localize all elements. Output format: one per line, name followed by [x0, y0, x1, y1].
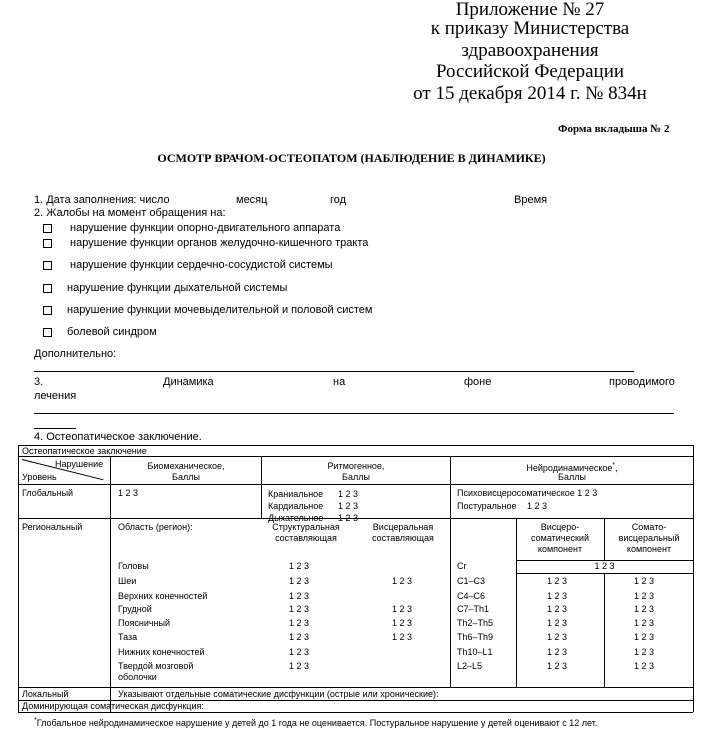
visc-header-2: составляющая — [372, 533, 434, 543]
vs-score: 1 2 3 — [547, 604, 568, 614]
page-title: ОСМОТР ВРАЧОМ-ОСТЕОПАТОМ (НАБЛЮДЕНИЕ В ДИНАМИКЕ) — [157, 151, 546, 165]
segment-label: L2–L5 — [457, 661, 483, 671]
neuro-postural: Постуральное — [457, 501, 517, 511]
area-name: Шеи — [118, 576, 137, 586]
neuro-postural-score: 1 2 3 — [527, 501, 548, 511]
sv-score: 1 2 3 — [634, 604, 655, 614]
struct-header: Структуральная — [272, 522, 340, 532]
checkbox[interactable] — [43, 306, 52, 315]
complaint-item: нарушение функции сердечно-сосудистой системы — [70, 259, 333, 271]
area-name: Верхних конечностей — [118, 591, 208, 601]
segment-label: C1–C3 — [457, 576, 486, 586]
visc-score: 1 2 3 — [392, 632, 413, 642]
corner-top: Нарушение — [55, 459, 104, 469]
header-line-3: здравоохранения — [461, 40, 599, 61]
rhythm-cardiac: Кардиальное — [268, 501, 324, 511]
struct-header-2: составляющая — [275, 533, 337, 543]
segment-label: C4–C6 — [457, 591, 486, 601]
area-name: Твердой мозговой — [118, 661, 194, 671]
time-label: Время — [514, 194, 548, 206]
struct-score: 1 2 3 — [289, 647, 310, 657]
local-label: Локальный — [22, 689, 69, 699]
col-bio-2: Баллы — [172, 472, 200, 482]
area-name: Головы — [118, 561, 149, 571]
visc-score: 1 2 3 — [392, 604, 413, 614]
area-name: Таза — [118, 632, 138, 642]
sv-header-2: висцеральный — [618, 533, 680, 543]
sv-header-3: компонент — [626, 544, 672, 554]
footnote: *Глобальное нейродинамическое нарушение у детей до 1 года не оценивается. Постуральное нарушение у детей оценивают с 12 лет. — [34, 717, 598, 728]
visc-header: Висцеральная — [372, 522, 434, 532]
col-neuro: Нейродинамическое*, — [526, 462, 618, 473]
complaints-label: 2. Жалобы на момент обращения на: — [34, 207, 226, 219]
dynamics-w5: проводимого — [609, 376, 675, 388]
additional-line[interactable] — [34, 371, 634, 372]
col-neuro-2: Баллы — [558, 472, 586, 482]
dynamics-w4: фоне — [464, 376, 492, 388]
segment-label: Th6–Th9 — [457, 632, 494, 642]
dynamics-w1: 3. — [34, 376, 44, 388]
year-label: год — [330, 194, 347, 206]
conclusion-label: 4. Остеопатическое заключение. — [34, 431, 202, 443]
sv-score: 1 2 3 — [634, 576, 655, 586]
visc-score: 1 2 3 — [392, 576, 413, 586]
vs-header: Висцеро- — [540, 522, 580, 532]
segment-label: Th2–Th5 — [457, 618, 494, 628]
area-name: Нижних конечностей — [118, 647, 205, 657]
struct-score: 1 2 3 — [289, 561, 310, 571]
header-line-2: к приказу Министерства — [430, 18, 630, 39]
checkbox[interactable] — [43, 328, 52, 337]
checkbox[interactable] — [43, 224, 52, 233]
struct-score: 1 2 3 — [289, 618, 310, 628]
dynamics-w6: лечения — [34, 390, 77, 402]
rhythm-respiratory-score: 1 2 3 — [338, 513, 359, 523]
sv-score: 1 2 3 — [634, 632, 655, 642]
month-label: месяц — [236, 194, 268, 206]
area-name-cont: оболочки — [118, 672, 157, 682]
regional-label: Региональный — [22, 522, 83, 532]
complaint-item: нарушение функции дыхательной системы — [67, 282, 288, 294]
vs-header-3: компонент — [537, 544, 583, 554]
vs-score: 1 2 3 — [547, 618, 568, 628]
checkbox[interactable] — [43, 239, 52, 248]
rhythm-respiratory: Дыхательное — [268, 513, 324, 523]
vs-score: 1 2 3 — [547, 661, 568, 671]
header-line-1: Приложение № 27 — [455, 0, 605, 20]
date-label: 1. Дата заполнения: число — [34, 194, 170, 206]
header-line-5: от 15 декабря 2014 г. № 834н — [413, 83, 647, 104]
dynamics-w2: Динамика — [163, 376, 214, 388]
cr-score: 1 2 3 — [594, 561, 615, 571]
complaint-item: нарушение функции органов желудочно-кишечного тракта — [70, 237, 369, 249]
checkbox[interactable] — [43, 261, 52, 270]
form-label: Форма вкладыша № 2 — [558, 123, 670, 135]
neuro-psychovisceral: Психовисцеросоматическое 1 2 3 — [457, 488, 598, 498]
sv-score: 1 2 3 — [634, 647, 655, 657]
struct-score: 1 2 3 — [289, 661, 310, 671]
sv-score: 1 2 3 — [634, 618, 655, 628]
table-caption: Остеопатическое заключение — [22, 446, 147, 456]
complaint-item: болевой синдром — [67, 326, 157, 338]
complaint-item: нарушение функции опорно-двигательного аппарата — [70, 222, 341, 234]
dynamics-line-short[interactable] — [34, 428, 76, 429]
vs-score: 1 2 3 — [547, 632, 568, 642]
col-bio: Биомеханическое, — [147, 461, 225, 471]
vs-score: 1 2 3 — [547, 576, 568, 586]
local-text: Указывают отдельные соматические дисфункции (острые или хронические): — [118, 689, 439, 699]
sv-score: 1 2 3 — [634, 661, 655, 671]
vs-score: 1 2 3 — [547, 591, 568, 601]
global-bio: 1 2 3 — [118, 488, 139, 498]
vs-score: 1 2 3 — [547, 647, 568, 657]
struct-score: 1 2 3 — [289, 591, 310, 601]
struct-score: 1 2 3 — [289, 632, 310, 642]
area-header: Область (регион): — [118, 522, 193, 532]
segment-label: C7–Th1 — [457, 604, 490, 614]
header-line-4: Российской Федерации — [435, 61, 625, 82]
corner-bottom: Уровень — [22, 472, 57, 482]
checkbox[interactable] — [43, 284, 52, 293]
area-name: Поясничный — [118, 618, 171, 628]
visc-score: 1 2 3 — [392, 618, 413, 628]
segment-label: Th10–L1 — [457, 647, 493, 657]
sv-header: Сомато- — [631, 522, 667, 532]
rhythm-cranial-score: 1 2 3 — [338, 489, 359, 499]
vs-header-2: соматический — [531, 533, 589, 543]
rhythm-cardiac-score: 1 2 3 — [338, 501, 359, 511]
dynamics-line[interactable] — [34, 413, 674, 414]
global-label: Глобальный — [22, 488, 74, 498]
complaint-item: нарушение функции мочевыделительной и половой систем — [67, 304, 373, 316]
struct-score: 1 2 3 — [289, 576, 310, 586]
area-name: Грудной — [118, 604, 152, 614]
rhythm-cranial: Краниальное — [268, 489, 324, 499]
col-rhythm-2: Баллы — [342, 472, 370, 482]
dynamics-w3: на — [333, 376, 346, 388]
col-rhythm: Ритмогенное, — [327, 461, 385, 471]
additional-label: Дополнительно: — [34, 348, 117, 360]
dominant-label: Доминирующая соматическая дисфункция: — [22, 701, 204, 711]
segment-label: Cr — [457, 561, 467, 571]
sv-score: 1 2 3 — [634, 591, 655, 601]
struct-score: 1 2 3 — [289, 604, 310, 614]
